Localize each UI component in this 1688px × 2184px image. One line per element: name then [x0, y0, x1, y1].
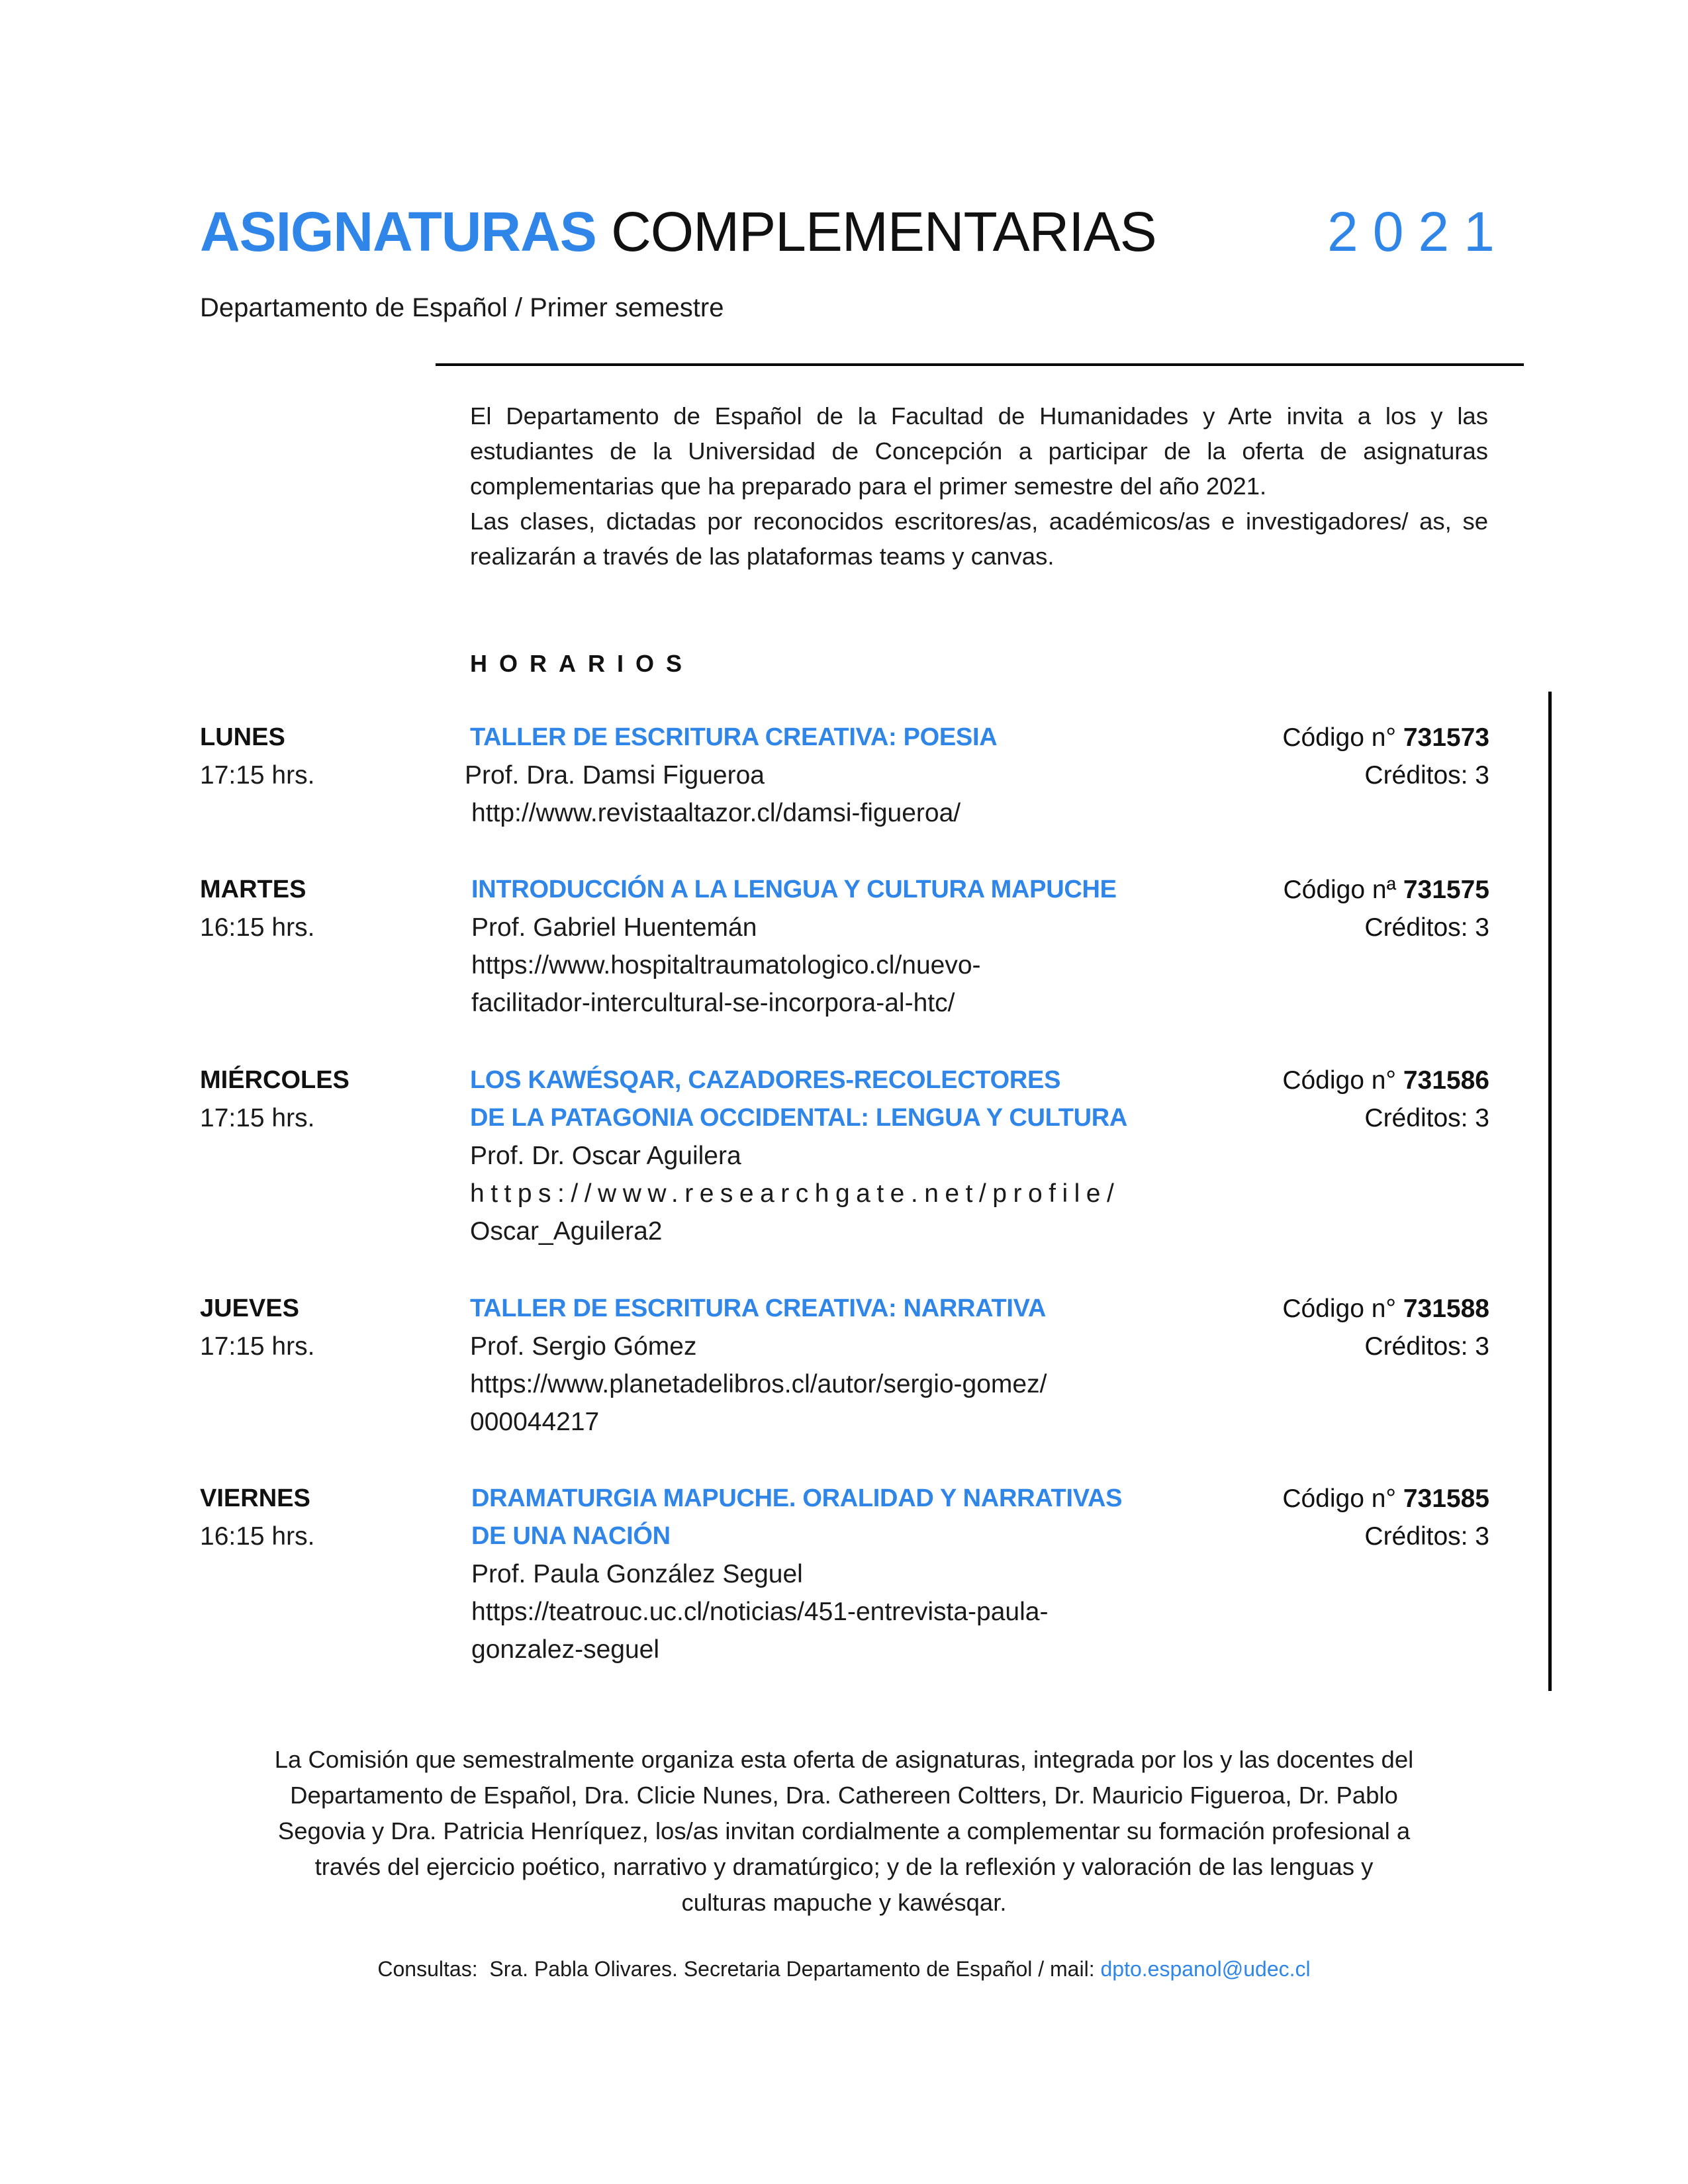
- professor-name: Prof. Paula González Seguel: [471, 1560, 803, 1588]
- credits-label: Créditos: 3: [1364, 761, 1489, 790]
- title-highlight: ASIGNATURAS: [200, 201, 596, 263]
- subtitle: Departamento de Español / Primer semestre: [200, 293, 724, 322]
- intro-paragraph-1: El Departamento de Español de la Facultad de Humanidades y Arte invita a los y las estudiantes de la Universidad de Concepción a participar de la oferta de asignaturas complementarias que ha preparado para el primer semestre del año 2021.: [470, 402, 1488, 500]
- professor-link-continued[interactable]: Oscar_Aguilera2: [470, 1217, 663, 1246]
- day-label: MARTES: [200, 876, 306, 903]
- credits-label: Créditos: 3: [1364, 1104, 1489, 1132]
- professor-link-continued[interactable]: facilitador-intercultural-se-incorpora-al-htc/: [471, 989, 955, 1017]
- code-number: 731575: [1403, 876, 1489, 904]
- page-title: [200, 199, 1156, 265]
- professor-name: Prof. Dr. Oscar Aguilera: [470, 1142, 741, 1170]
- time-label: 16:15 hrs.: [200, 1522, 315, 1551]
- intro-text: [470, 398, 1488, 574]
- title-rest: COMPLEMENTARIAS: [611, 201, 1156, 263]
- schedule-row-martes: [200, 871, 1489, 1022]
- code-label: Código n°: [1282, 1295, 1403, 1323]
- course-code: [1282, 1480, 1489, 1518]
- vertical-divider: [1548, 692, 1552, 1691]
- schedule-row-miercoles: [200, 1062, 1489, 1250]
- professor-link[interactable]: https://www.researchgate.net/profile/: [470, 1179, 1121, 1208]
- contact-email-link[interactable]: dpto.espanol@udec.cl: [1100, 1957, 1311, 1981]
- course-code: [1282, 1290, 1489, 1328]
- professor-name: Prof. Sergio Gómez: [470, 1332, 697, 1361]
- time-label: 17:15 hrs.: [200, 1332, 315, 1361]
- professor-link[interactable]: http://www.revistaaltazor.cl/damsi-figueroa/: [471, 799, 961, 827]
- course-title-continued: DE UNA NACIÓN: [471, 1522, 671, 1550]
- code-label: Código n°: [1282, 1066, 1403, 1095]
- professor-link[interactable]: https://teatrouc.uc.cl/noticias/451-entrevista-paula-: [471, 1598, 1049, 1626]
- code-label: Código n°: [1282, 1484, 1403, 1513]
- course-code: [1282, 719, 1489, 756]
- footer-line: través del ejercicio poético, narrativo y dramatúrgico; y de la reflexión y valoración de las lenguas y: [314, 1853, 1374, 1880]
- schedule-heading: HORARIOS: [470, 650, 694, 677]
- time-label: 16:15 hrs.: [200, 913, 315, 942]
- course-title: INTRODUCCIÓN A LA LENGUA Y CULTURA MAPUCHE: [471, 876, 1117, 903]
- code-number: 731573: [1403, 723, 1489, 752]
- footer-paragraph: [200, 1742, 1488, 1921]
- professor-name: Prof. Dra. Damsi Figueroa: [465, 761, 765, 790]
- course-title: TALLER DE ESCRITURA CREATIVA: NARRATIVA: [470, 1295, 1047, 1322]
- professor-link-continued[interactable]: gonzalez-seguel: [471, 1635, 660, 1664]
- footer-line: La Comisión que semestralmente organiza esta oferta de asignaturas, integrada por los y las docentes del: [274, 1746, 1414, 1773]
- schedule-row-viernes: [200, 1480, 1489, 1668]
- professor-name: Prof. Gabriel Huentemán: [471, 913, 757, 942]
- course-code: [1283, 871, 1489, 909]
- professor-link[interactable]: https://www.hospitaltraumatologico.cl/nuevo-: [471, 951, 981, 979]
- horizontal-divider: [436, 363, 1524, 366]
- code-number: 731586: [1403, 1066, 1489, 1095]
- schedule-row-lunes: [200, 719, 1489, 832]
- time-label: 17:15 hrs.: [200, 761, 315, 790]
- credits-label: Créditos: 3: [1364, 1332, 1489, 1361]
- credits-label: Créditos: 3: [1364, 913, 1489, 942]
- code-number: 731585: [1403, 1484, 1489, 1513]
- footer-line: Segovia y Dra. Patricia Henríquez, los/as invitan cordialmente a complementar su formación profesional a: [277, 1817, 1411, 1844]
- course-code: [1282, 1062, 1489, 1099]
- day-label: JUEVES: [200, 1295, 299, 1322]
- professor-link[interactable]: https://www.planetadelibros.cl/autor/sergio-gomez/: [470, 1370, 1047, 1398]
- day-label: MIÉRCOLES: [200, 1066, 350, 1094]
- year-label: 2021: [1327, 201, 1509, 263]
- contact-text: Consultas: Sra. Pabla Olivares. Secretaria Departamento de Español / mail:: [377, 1957, 1101, 1981]
- code-label: Código nª: [1283, 876, 1403, 904]
- schedule-row-jueves: [200, 1290, 1489, 1441]
- code-number: 731588: [1403, 1295, 1489, 1323]
- course-title: LOS KAWÉSQAR, CAZADORES-RECOLECTORES: [470, 1066, 1061, 1094]
- credits-label: Créditos: 3: [1364, 1522, 1489, 1551]
- footer-line: culturas mapuche y kawésqar.: [681, 1889, 1007, 1916]
- day-label: VIERNES: [200, 1484, 310, 1512]
- course-title: DRAMATURGIA MAPUCHE. ORALIDAD Y NARRATIVAS: [471, 1484, 1123, 1512]
- code-label: Código n°: [1282, 723, 1403, 752]
- intro-paragraph-2: Las clases, dictadas por reconocidos escritores/as, académicos/as e investigadores/ as, se realizarán a través de las plataformas teams y canvas.: [470, 508, 1488, 570]
- professor-link-continued[interactable]: 000044217: [470, 1408, 600, 1436]
- course-title-continued: DE LA PATAGONIA OCCIDENTAL: LENGUA Y CULTURA: [470, 1104, 1128, 1132]
- course-title: TALLER DE ESCRITURA CREATIVA: POESIA: [470, 723, 998, 751]
- contact-line: [200, 1954, 1488, 1984]
- footer-line: Departamento de Español, Dra. Clicie Nunes, Dra. Cathereen Coltters, Dr. Mauricio Figueroa, Dr. Pablo: [290, 1782, 1398, 1809]
- day-label: LUNES: [200, 723, 285, 751]
- time-label: 17:15 hrs.: [200, 1104, 315, 1132]
